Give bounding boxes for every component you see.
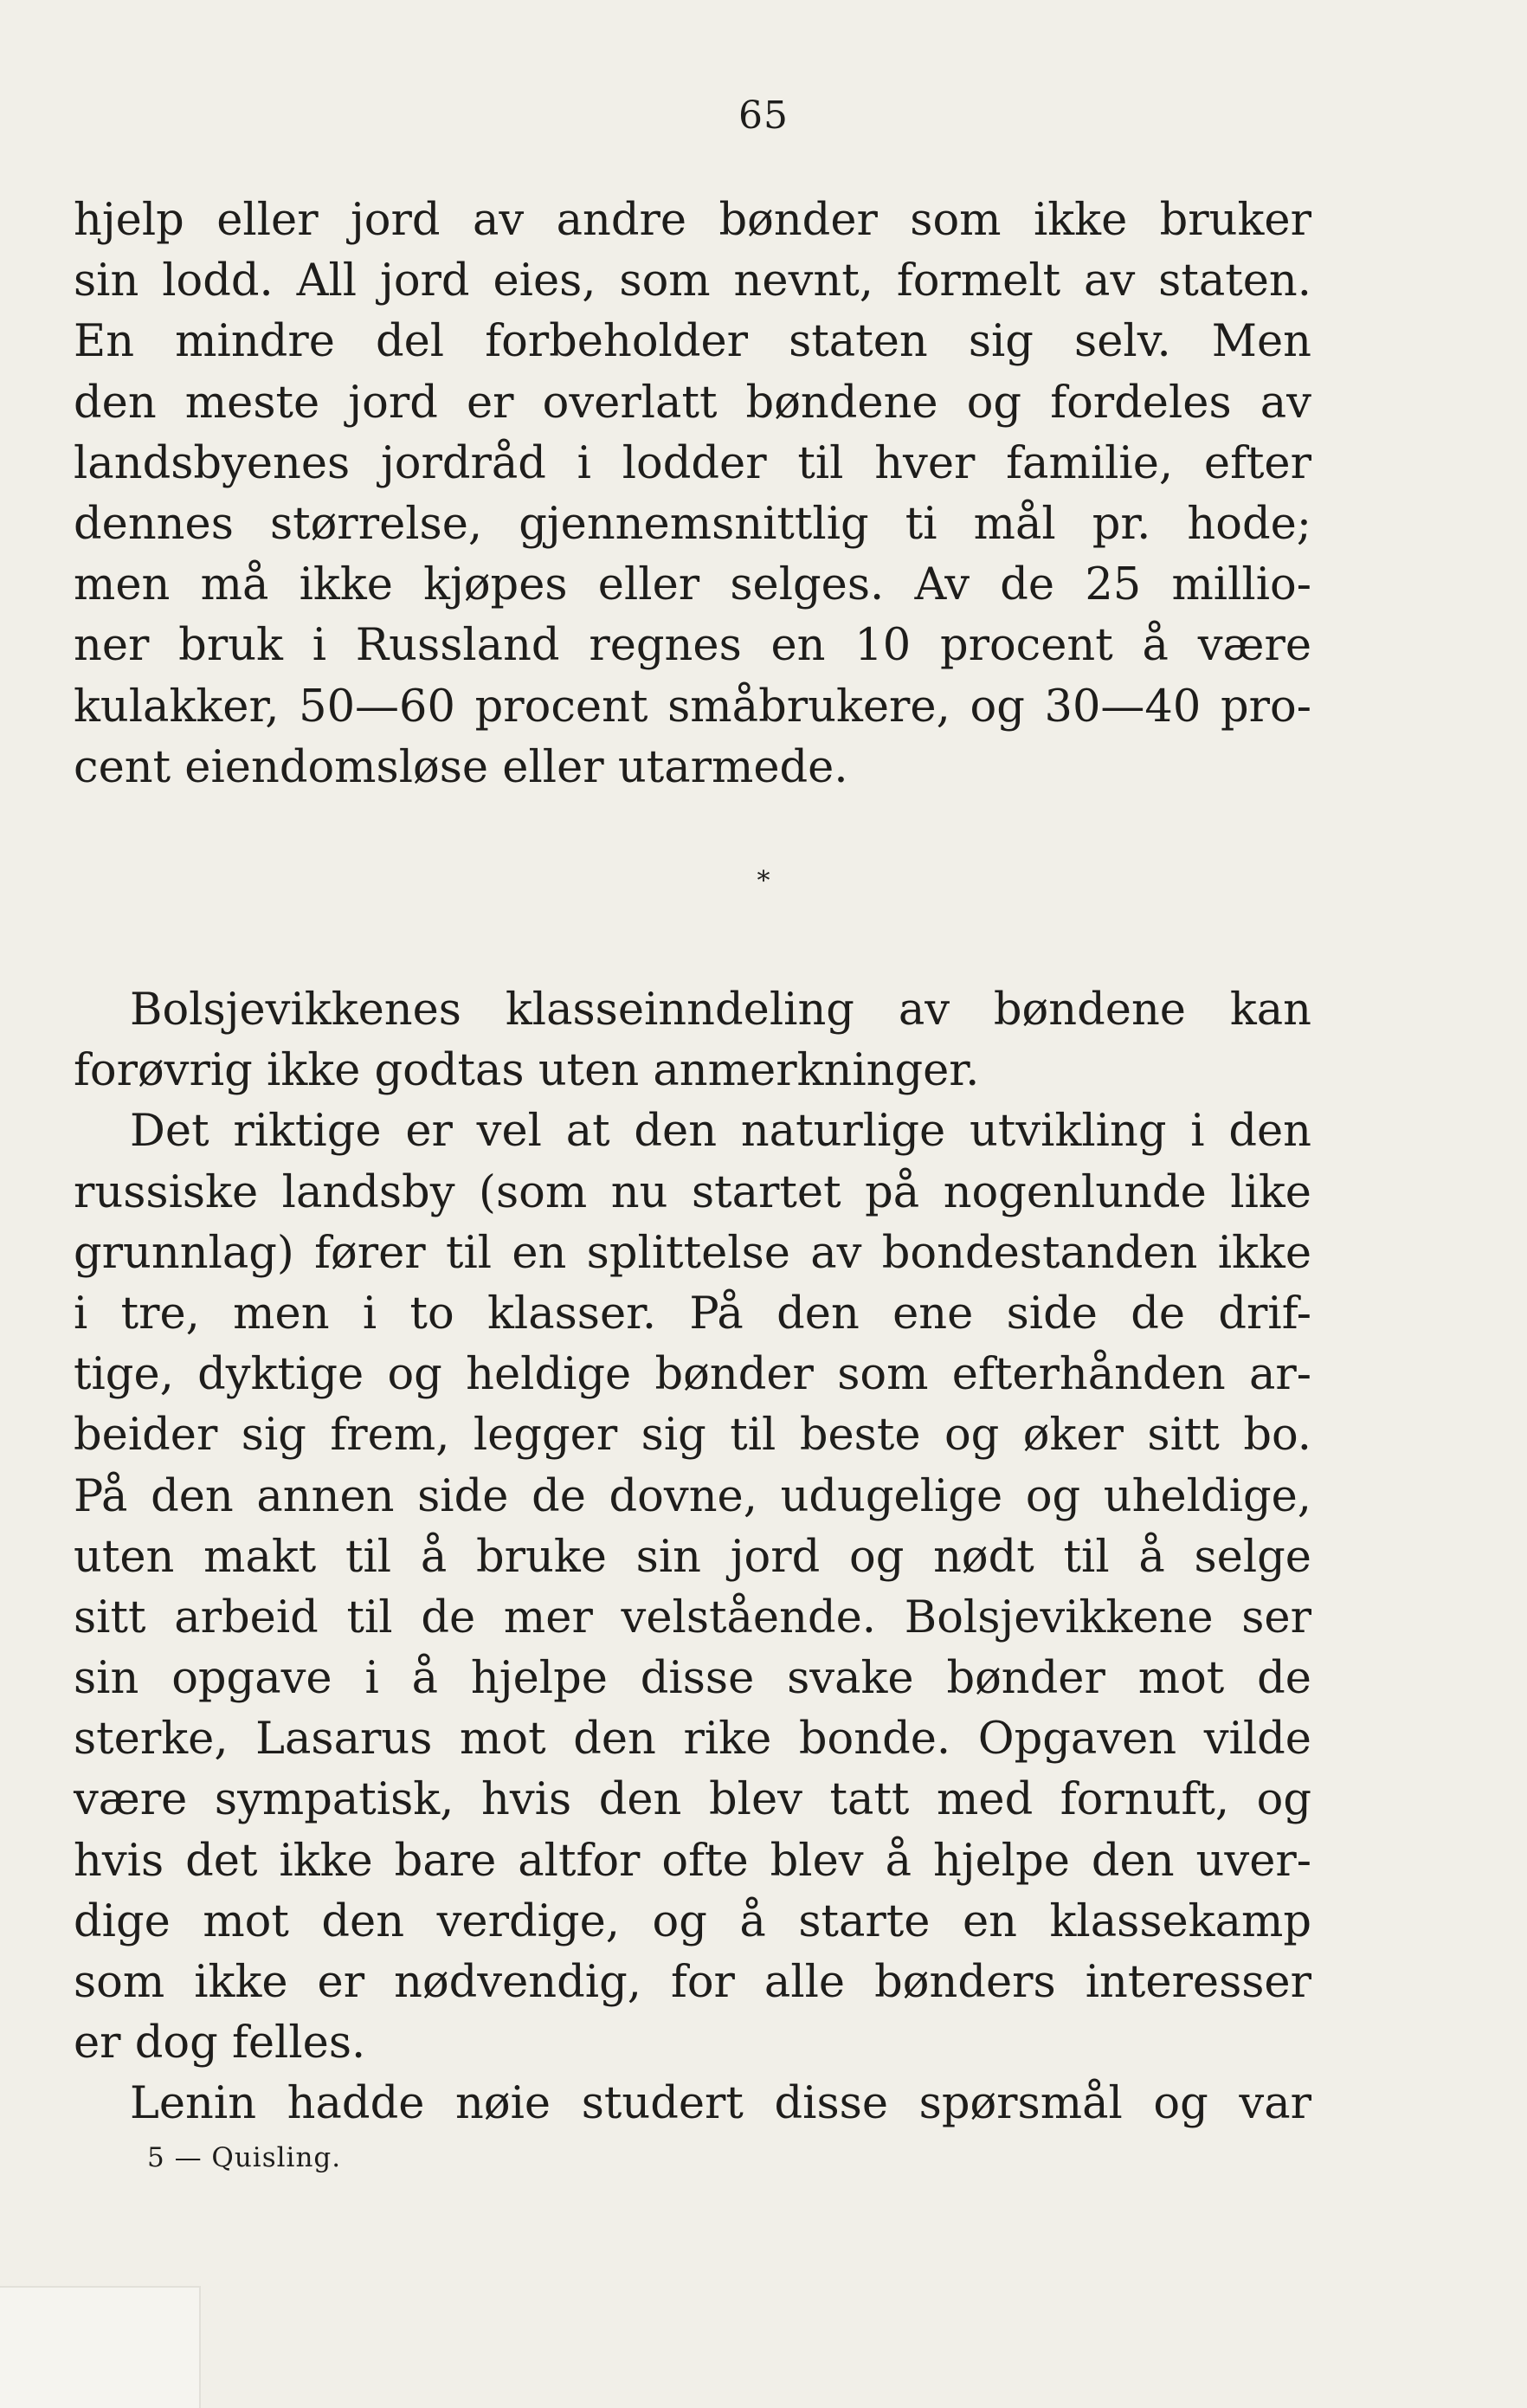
section-separator: * bbox=[757, 866, 770, 896]
text-line: forøvrig ikke godtas uten anmerkninger. bbox=[74, 1045, 980, 1097]
text-line: sterke, Lasarus mot den rike bonde. Opgaven vilde bbox=[74, 1714, 1311, 1766]
text-line: kulakker, 50—60 procent småbrukere, og 30—40 pro- bbox=[74, 681, 1311, 733]
text-line: den meste jord er overlatt bøndene og fordeles av bbox=[74, 377, 1311, 429]
text-line: er dog felles. bbox=[74, 2017, 366, 2069]
text-line: På den annen side de dovne, udugelige og uheldige, bbox=[74, 1470, 1311, 1522]
text-line: russiske landsby (som nu startet på nogenlunde like bbox=[74, 1166, 1311, 1218]
page-number: 65 bbox=[738, 94, 789, 138]
text-line: hvis det ikke bare altfor ofte blev å hjelpe den uver- bbox=[74, 1835, 1311, 1887]
printer-signature: 5 — Quisling. bbox=[147, 2142, 342, 2173]
text-line: sin opgave i å hjelpe disse svake bønder mot de bbox=[74, 1653, 1311, 1705]
text-line: cent eiendomsløse eller utarmede. bbox=[74, 741, 848, 793]
text-line: dennes størrelse, gjennemsnittlig ti mål pr. hode; bbox=[74, 498, 1311, 550]
text-line: dige mot den verdige, og å starte en klassekamp bbox=[74, 1895, 1311, 1947]
text-line: uten makt til å bruke sin jord og nødt til å selge bbox=[74, 1531, 1311, 1583]
text-line: i tre, men i to klasser. På den ene side de drif- bbox=[74, 1288, 1311, 1340]
text-line: beider sig frem, legger sig til beste og øker sitt bo. bbox=[74, 1410, 1311, 1462]
text-line: Det riktige er vel at den naturlige utvikling i den bbox=[130, 1106, 1311, 1158]
text-line: sitt arbeid til de mer velstående. Bolsjevikkene ser bbox=[74, 1591, 1311, 1643]
text-line: hjelp eller jord av andre bønder som ikke bruker bbox=[74, 195, 1311, 246]
text-line: grunnlag) fører til en splittelse av bondestanden ikke bbox=[74, 1227, 1311, 1279]
text-line: tige, dyktige og heldige bønder som efterhånden ar- bbox=[74, 1349, 1311, 1401]
scan-corner-mark bbox=[0, 2286, 201, 2408]
text-line: landsbyenes jordråd i lodder til hver familie, efter bbox=[74, 437, 1311, 489]
text-line: som ikke er nødvendig, for alle bønders interesser bbox=[74, 1957, 1311, 2008]
text-line: En mindre del forbeholder staten sig selv. Men bbox=[74, 316, 1311, 368]
text-line: sin lodd. All jord eies, som nevnt, formelt av staten. bbox=[74, 255, 1311, 307]
text-line: Bolsjevikkenes klasseinndeling av bøndene kan bbox=[130, 985, 1311, 1036]
paragraph-continued bbox=[74, 190, 1311, 798]
text-line: Lenin hadde nøie studert disse spørsmål og var bbox=[130, 2078, 1311, 2130]
text-line: være sympatisk, hvis den blev tatt med fornuft, og bbox=[74, 1774, 1311, 1826]
body-text bbox=[74, 980, 1311, 2135]
text-line: men må ikke kjøpes eller selges. Av de 25 millio- bbox=[74, 559, 1311, 611]
text-line: ner bruk i Russland regnes en 10 procent å være bbox=[74, 620, 1311, 672]
